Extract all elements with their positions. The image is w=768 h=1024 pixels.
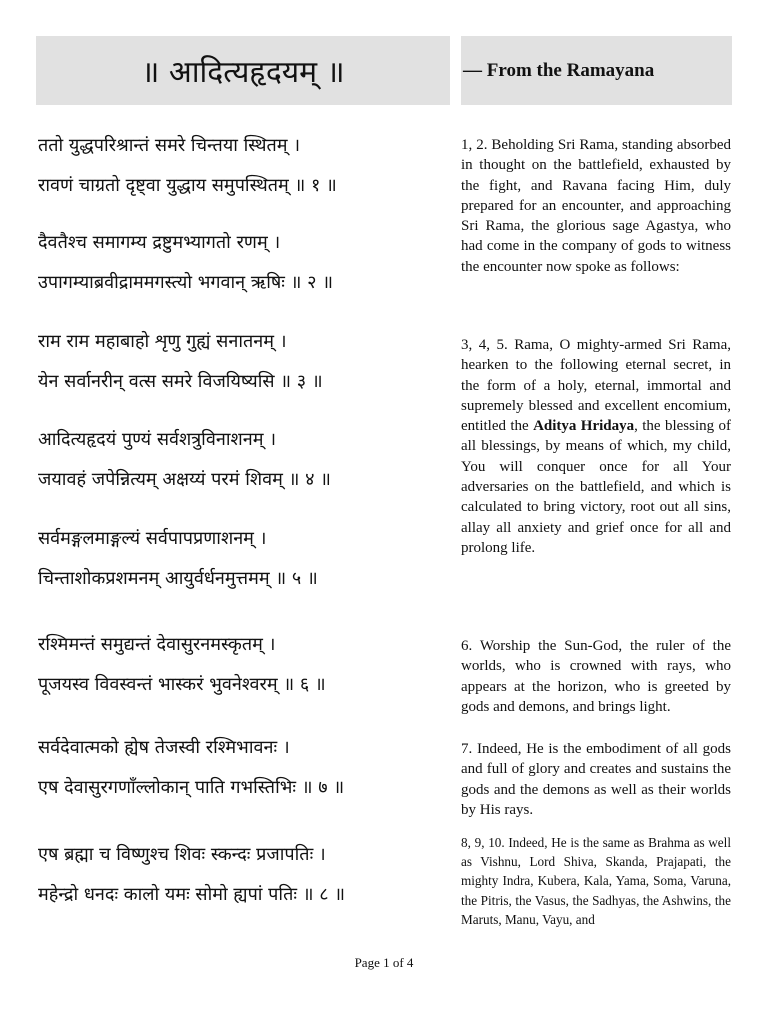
verse-line-1a: ततो युद्धपरिश्रान्तं समरे चिन्तया स्थितम् । — [38, 135, 301, 156]
source-label: — From the Ramayana — [463, 59, 655, 81]
translation-7: 7. Indeed, He is the embodiment of all gods and full of glory and creates and sustains the gods and the demons as well as their worlds by His rays. — [461, 741, 731, 818]
verse-line-8a: एष ब्रह्मा च विष्णुश्च शिवः स्कन्दः प्रजापतिः । — [38, 844, 326, 865]
translation-6: 6. Worship the Sun-God, the ruler of the worlds, who is crowned with rays, who appears at the horizon, who is greeted by gods and demons, and brings light. — [461, 638, 731, 715]
verse-line-6b: पूजयस्व विवस्वन्तं भास्करं भुवनेश्वरम् ॥ ६ ॥ — [38, 674, 326, 695]
page-number: Page 1 of 4 — [354, 955, 414, 970]
verse-line-5b: चिन्ताशोकप्रशमनम् आयुर्वर्धनमुत्तमम् ॥ ५ ॥ — [38, 568, 318, 589]
translation-3-5-text-a: 3, 4, 5. Rama, O mighty-armed Sri Rama, hearken to the following eternal secret, in the form of a holy, eternal, immortal and supremely blessed and excellent encomium, entitled the — [461, 337, 731, 435]
verse-line-3a: राम राम महाबाहो शृणु गुह्यं सनातनम् । — [38, 331, 287, 352]
verse-line-5a: सर्वमङ्गलमाङ्गल्यं सर्वपापप्रणाशनम् । — [38, 528, 267, 549]
translation-3-5-text-b: , the blessing of all blessings, by means of which, my child, You will conquer once for all Your adversaries on the battlefield, and which is calculated to bring victory, root out all sins, allay all anxiety and grief once for all and prolong life. — [461, 418, 731, 556]
verse-line-3b: येन सर्वानरीन् वत्स समरे विजयिष्यसि ॥ ३ ॥ — [38, 371, 323, 392]
page-title: ॥ आदित्यहृदयम् ॥ — [141, 55, 345, 90]
verse-line-4b: जयावहं जपेन्नित्यम् अक्षय्यं परमं शिवम् ॥ ४ ॥ — [38, 469, 331, 490]
translation-8-10: 8, 9, 10. Indeed, He is the same as Brahma as well as Vishnu, Lord Shiva, Skanda, Prajapati, the mighty Indra, Kubera, Kala, Yama, Soma, Varuna, the Pitris, the Vasus, the Sadhyas, the Ashwins, the Maruts, Manu, Vayu, and — [461, 835, 731, 927]
translation-3-5 — [461, 335, 731, 558]
source-banner — [461, 36, 732, 105]
verse-line-6a: रश्मिमन्तं समुद्यन्तं देवासुरनमस्कृतम् । — [38, 634, 276, 655]
verse-line-4a: आदित्यहृदयं पुण्यं सर्वशत्रुविनाशनम् । — [38, 429, 277, 450]
verse-line-2b: उपागम्याब्रवीद्राममगस्त्यो भगवान् ऋषिः ॥ २ ॥ — [38, 272, 334, 293]
verse-line-7b: एष देवासुरगणाँल्लोकान् पाति गभस्तिभिः ॥ ७ ॥ — [38, 777, 345, 798]
aditya-hridaya-title: Aditya Hridaya — [533, 418, 635, 435]
verse-line-8b: महेन्द्रो धनदः कालो यमः सोमो ह्यपां पतिः ॥ ८ ॥ — [38, 884, 346, 905]
title-banner — [36, 36, 450, 105]
translation-1-2: 1, 2. Beholding Sri Rama, standing absorbed in thought on the battlefield, exhausted by the fight, and Ravana facing Him, duly prepared for an encounter, and approaching Sri Rama, the glorious sage Agastya, who had come in the company of gods to witness the encounter now spoke as follows: — [461, 137, 731, 275]
verse-line-1b: रावणं चाग्रतो दृष्ट्वा युद्धाय समुपस्थितम् ॥ १ ॥ — [38, 175, 337, 196]
verse-line-2a: दैवतैश्च समागम्य द्रष्टुमभ्यागतो रणम् । — [38, 232, 281, 253]
verse-line-7a: सर्वदेवात्मको ह्येष तेजस्वी रश्मिभावनः । — [38, 737, 290, 758]
